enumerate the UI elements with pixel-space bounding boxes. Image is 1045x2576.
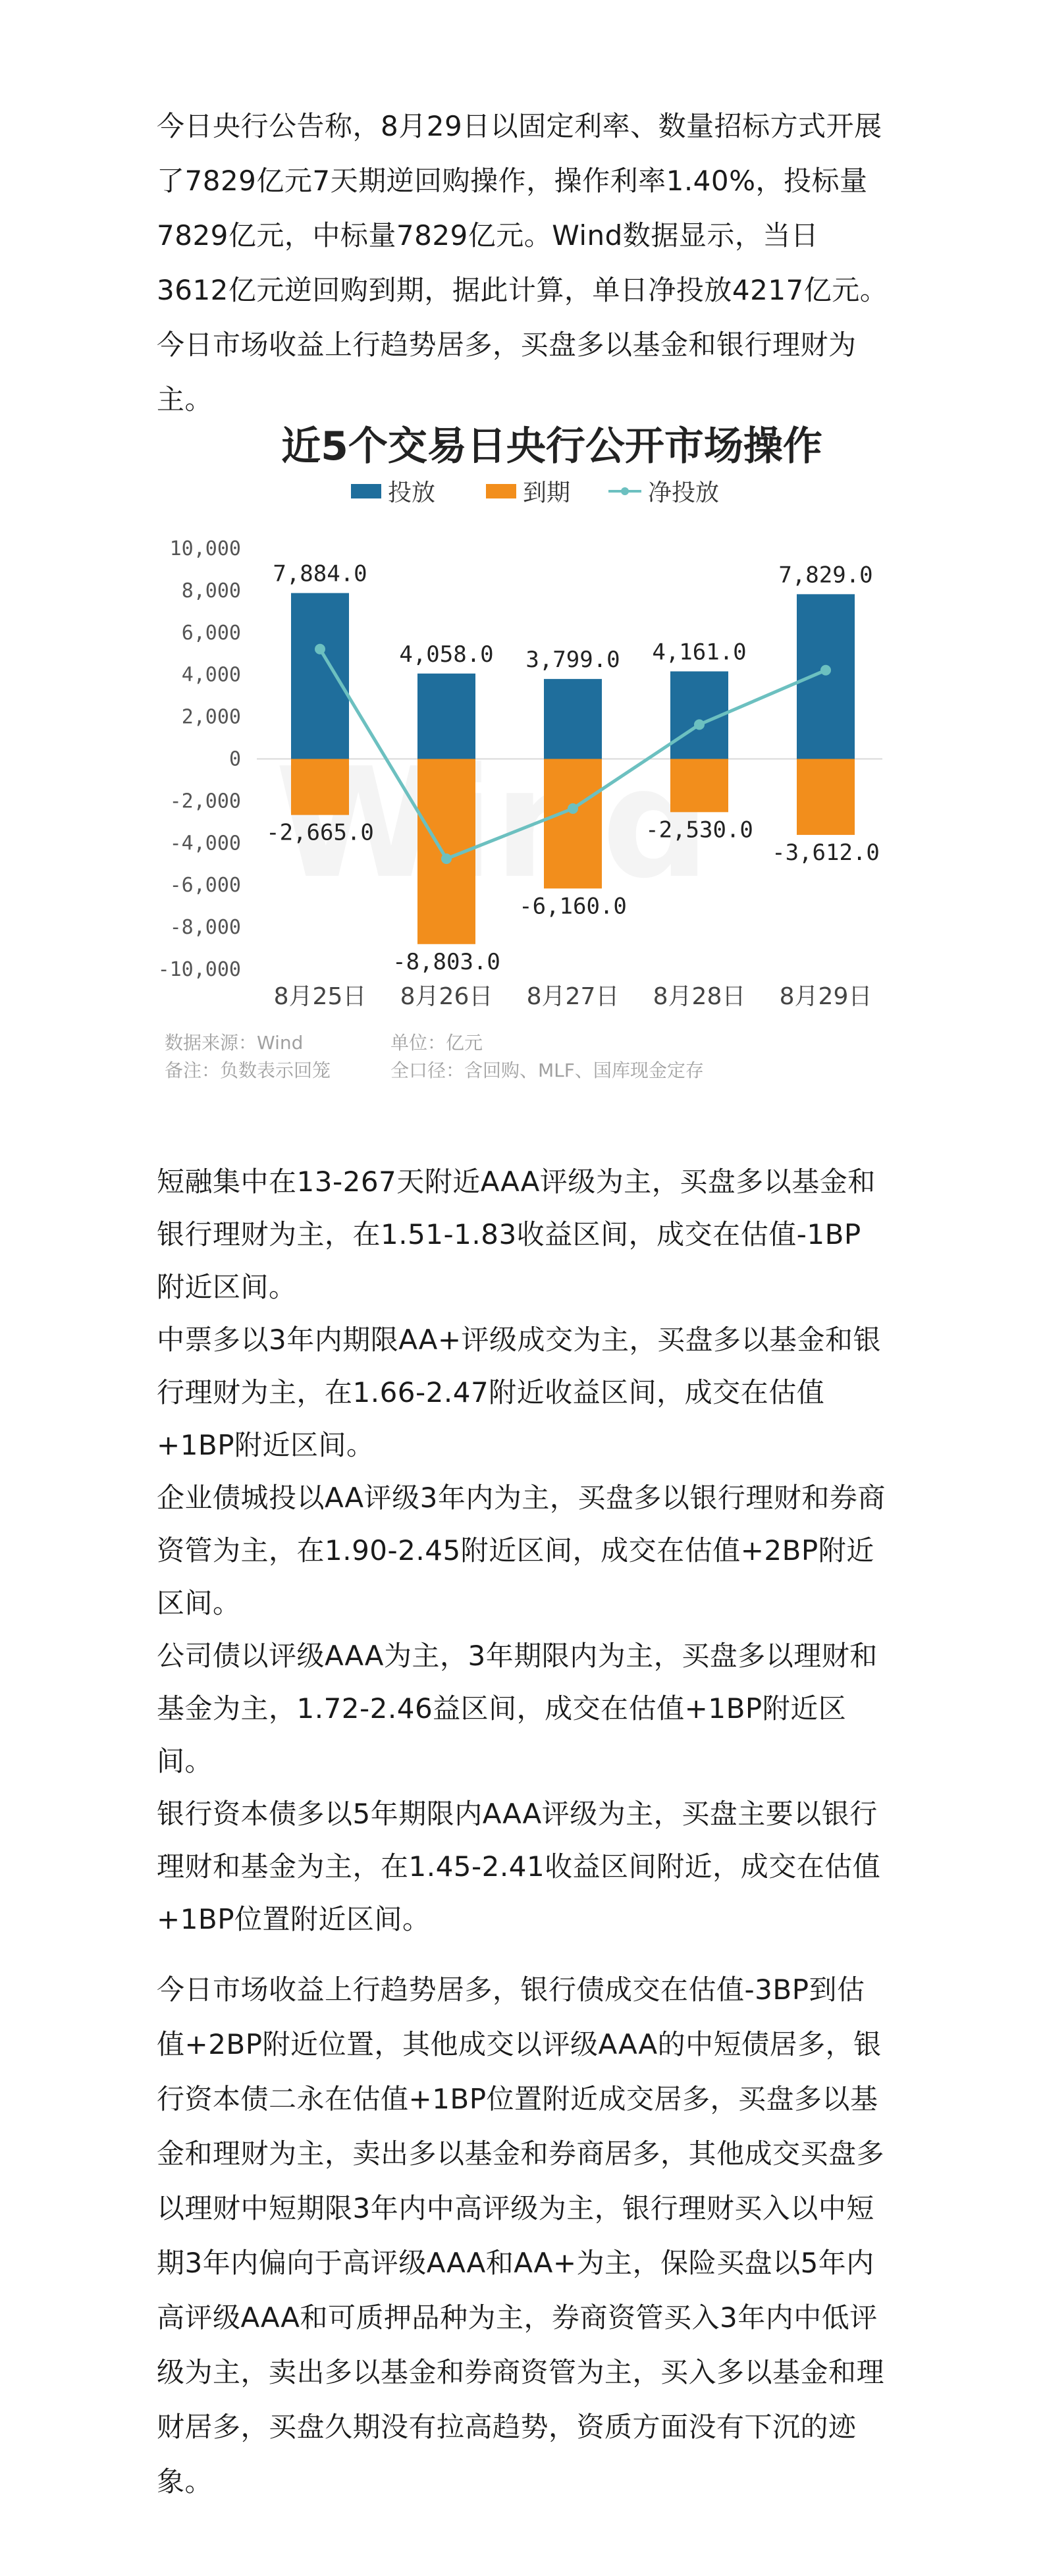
net-point-2 (568, 803, 578, 814)
chart-title: 近5个交易日央行公开市场操作 (281, 423, 822, 470)
footnote-note: 备注：负数表示回笼 (165, 1060, 331, 1081)
paragraph-summary: 今日市场收益上行趋势居多，银行债成交在估值-3BP到估值+2BP附近位置，其他成交以评级AAA的中短债居多，银行资本债二永在估值+1BP位置附近成交居多，买盘多以基金和理财为主，卖出多以基金和券商居多，其他成交买盘多以理财中短期限3年内中高评级为主，银行理财买入以中短期3年内偏向于高评级AAA和AA+为主，保险买盘以5年内高评级AAA和可质押品种为主，券商资管买入3年内中低评级为主，卖出多以基金和券商资管为主，买入多以基金和理财居多，买盘久期没有拉高趋势，资质方面没有下沉的迹象。 (157, 1973, 885, 2498)
net-point-3 (694, 719, 705, 730)
data-label-inject-2: 3,799.0 (525, 647, 620, 674)
paragraph-bank-capital-bond: 银行资本债多以5年期限内AAA评级为主，买盘主要以银行理财和基金为主，在1.45-2.41收益区间附近，成交在估值+1BP位置附近区间。 (157, 1798, 881, 1935)
y-tick-label: 2,000 (181, 705, 241, 729)
bar-mature-4 (797, 759, 855, 835)
y-tick-label: -8,000 (169, 916, 241, 940)
paragraph-corporate-bond: 公司债以评级AAA为主，3年期限内为主，买盘多以理财和基金为主，1.72-2.46益区间，成交在估值+1BP附近区间。 (157, 1640, 878, 1777)
y-tick-label: -10,000 (157, 958, 241, 981)
data-label-inject-0: 7,884.0 (273, 560, 367, 587)
y-tick-label: -4,000 (169, 832, 241, 855)
chart-container (157, 421, 889, 1093)
chart-legend (351, 479, 719, 506)
data-label-mature-0: -2,665.0 (266, 819, 374, 846)
chart-footnotes (165, 1032, 704, 1081)
footnote-unit: 单位：亿元 (390, 1032, 483, 1054)
article-middle (157, 1156, 889, 1946)
bar-inject-2 (544, 679, 602, 759)
footnote-scope: 全口径：含回购、MLF、国库现金定存 (390, 1060, 704, 1081)
net-point-1 (441, 853, 452, 864)
bar-mature-3 (670, 759, 728, 813)
net-point-4 (820, 665, 831, 676)
x-tick-label-4: 8月29日 (779, 983, 872, 1010)
data-label-inject-4: 7,829.0 (778, 562, 873, 589)
y-tick-label: 6,000 (181, 621, 241, 645)
data-label-mature-4: -3,612.0 (772, 839, 880, 866)
footnote-source: 数据来源：Wind (165, 1032, 304, 1054)
y-tick-label: -2,000 (169, 790, 241, 813)
y-tick-label: 0 (228, 747, 241, 771)
data-label-inject-1: 4,058.0 (399, 641, 494, 668)
data-label-mature-2: -6,160.0 (519, 893, 627, 920)
data-label-mature-3: -2,530.0 (645, 817, 753, 844)
legend-swatch-0 (351, 484, 381, 498)
legend-label-2: 净投放 (648, 479, 720, 506)
paragraph-intro: 今日央行公告称，8月29日以固定利率、数量招标方式开展了7829亿元7天期逆回购操作，操作利率1.40%，投标量7829亿元，中标量7829亿元。Wind数据显示，当日3612亿元逆回购到期，据此计算，单日净投放4217亿元。今日市场收益上行趋势居多，买盘多以基金和银行理财为主。 (157, 110, 888, 416)
legend-swatch-1 (486, 484, 516, 498)
bar-inject-4 (797, 594, 855, 759)
paragraph-enterprise-bond: 企业债城投以AA评级3年内为主，买盘多以银行理财和券商资管为主，在1.90-2.45附近区间，成交在估值+2BP附近区间。 (157, 1482, 886, 1619)
open-market-operations-chart (157, 421, 889, 1093)
y-tick-label: 10,000 (169, 537, 241, 560)
y-tick-label: 4,000 (181, 663, 241, 687)
bar-inject-0 (291, 593, 349, 759)
bar-inject-1 (417, 674, 475, 759)
x-tick-label-3: 8月28日 (653, 983, 746, 1010)
y-tick-label: 8,000 (181, 579, 241, 603)
article-bottom (157, 1962, 889, 2509)
legend-label-0: 投放 (388, 479, 436, 506)
legend-marker-2 (621, 487, 629, 495)
x-tick-label-2: 8月27日 (526, 983, 620, 1010)
data-label-inject-3: 4,161.0 (652, 639, 747, 666)
x-tick-label-1: 8月26日 (400, 983, 493, 1010)
bar-mature-0 (291, 759, 349, 815)
data-label-mature-1: -8,803.0 (392, 948, 500, 975)
legend-label-1: 到期 (523, 479, 571, 506)
paragraph-mtn: 中票多以3年内期限AA+评级成交为主，买盘多以基金和银行理财为主，在1.66-2.47附近收益区间，成交在估值+1BP附近区间。 (157, 1324, 882, 1461)
x-tick-label-0: 8月25日 (273, 983, 367, 1010)
paragraph-short-term: 短融集中在13-267天附近AAA评级为主，买盘多以基金和银行理财为主，在1.51-1.83收益区间，成交在估值-1BP附近区间。 (157, 1166, 876, 1303)
bar-mature-2 (544, 759, 602, 889)
net-point-0 (315, 644, 325, 655)
x-axis (274, 983, 872, 1010)
y-tick-label: -6,000 (169, 874, 241, 898)
article-top (157, 99, 889, 427)
